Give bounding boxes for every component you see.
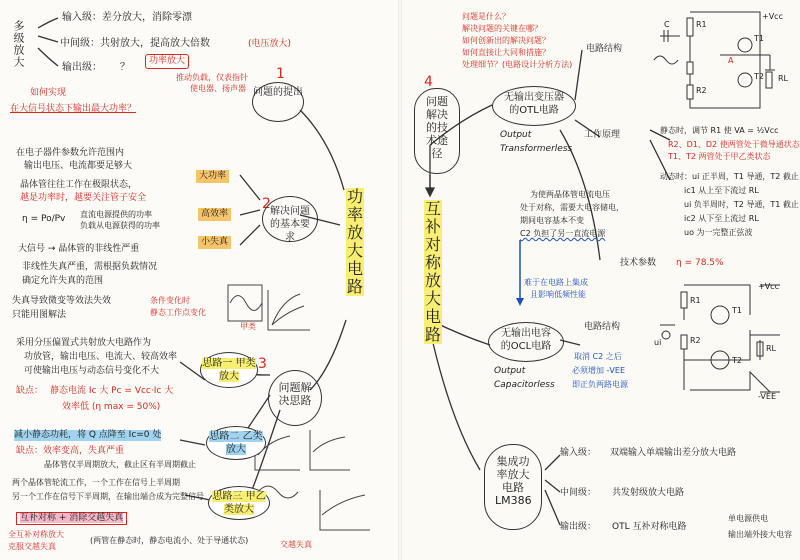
node-lm386-label: 集成功率放大电路 LM386 — [495, 455, 532, 507]
otl-tech-label: 技术参数 — [620, 258, 657, 268]
cond-note-2: 静态工作点变化 — [150, 308, 206, 317]
lm-in-label: 输入级： — [560, 448, 597, 458]
ocl-en-2: Capacitorless — [494, 380, 555, 390]
ocl-b2: 必须增加 -VEE — [572, 366, 626, 375]
otl-dyn-1: 动态时：ui 正半周，T1 导通，T2 截止 — [660, 172, 799, 181]
question-line-1: 如何实现 — [30, 88, 67, 98]
otl-dyn-3: ui 负半周时，T2 导通，T1 截止 — [684, 200, 799, 209]
blue-note-2: 且影响低频性能 — [530, 290, 586, 299]
otl-p3: T1、T2 两管处于甲乙类状态 — [668, 152, 771, 161]
lm-out-label: 输出级： — [560, 522, 597, 532]
lm-out-text: OTL 互补对称电路 — [612, 522, 687, 532]
ocl-t1: T1 — [732, 306, 742, 315]
otl-node-a: A — [728, 56, 734, 65]
cond-note-1: 条件变化时 — [150, 296, 190, 305]
node-idea-class-b — [206, 426, 266, 460]
otl-eff: η = 78.5% — [676, 258, 724, 268]
ocl-vcc: +Vcc — [758, 282, 779, 291]
ocl-en-1: Output — [494, 366, 526, 376]
otl-mid-1: 为使两晶体管电流电压 — [530, 190, 610, 199]
otl-principle-label: 工作原理 — [584, 130, 621, 140]
otl-mid-2: 处于对称，需要大电容储电， — [520, 203, 624, 212]
req-line-4: 越是功率时，越要关注管子安全 — [20, 193, 147, 203]
ocl-circuit-label: 电路结构 — [584, 322, 621, 332]
output-note-1: 推动负载，仅表指针 — [176, 73, 248, 82]
otl-mid-4: C2 负担了另一直流电源 — [520, 229, 606, 238]
middle-stage-text: 中间级：共射放大，提高放大倍数 — [60, 38, 210, 49]
question-3: 如何创新出的解决问题？ — [462, 36, 550, 45]
otl-p1: 静态时，调节 R1 使 VA = ½Vcc — [660, 126, 779, 135]
otl-dyn-5: uo 为一完整正弦波 — [684, 228, 753, 237]
lm-out-note-1: 单电源供电 — [728, 514, 768, 523]
otl-p2: R2、D1、D2 使两管处于微导通状态 — [668, 140, 800, 149]
idea2-cons-1: 缺点：效率变高，失真严重 — [16, 446, 125, 456]
node-lm386 — [484, 444, 542, 530]
node-ocl — [488, 322, 564, 362]
idea1-cons-1: 静态电流 Ic 大 Pc = Vcc·Ic 大 — [50, 386, 174, 396]
efficiency-formula: η = Po/Pv — [22, 214, 66, 224]
step-2-number: 2 — [262, 196, 271, 212]
lm-mid-text: 共发射级放大电路 — [612, 488, 685, 498]
req-line-1: 在电子器件参数允许范围内 — [16, 148, 125, 158]
idea1-cons-2: 效率低 (η max = 50%) — [62, 402, 161, 412]
low-distortion-tag: 小失真 — [198, 236, 231, 249]
middle-stage-note: (电压放大) — [248, 39, 292, 49]
ocl-b1: 取消 C2 之后 — [574, 352, 622, 361]
idea1-line-3: 可使输出电压与动态信号变化不大 — [24, 366, 160, 376]
question-2: 解决问题的关键在哪？ — [462, 24, 542, 33]
title-power-amp: 功率放大电路 — [346, 187, 363, 296]
question-1: 问题是什么？ — [462, 12, 510, 21]
node-problem-proposal — [252, 82, 304, 122]
node-idea-class-ab — [208, 486, 270, 520]
ocl-b3: 即正负两路电源 — [572, 380, 628, 389]
high-eff-tag: 高效率 — [198, 208, 231, 221]
idea2-line-1: 减小静态功耗，将 Q 点降至 Ic=0 处 — [14, 430, 162, 440]
blue-note-1: 难于在电路上集成 — [524, 278, 588, 287]
req-line-3: 晶体管往往工作在极限状态， — [20, 180, 138, 190]
dist-line-5: 只能用图解法 — [12, 310, 67, 320]
question-4: 如何直接让大同和措施？ — [462, 48, 550, 57]
otl-t2: T2 — [754, 72, 764, 81]
node-solution-ideas-label: 问题解决思路 — [278, 381, 312, 407]
node-otl-label: 无输出变压器的OTL电路 — [504, 92, 564, 116]
otl-mid-3: 期间电容基本不变 — [520, 216, 584, 225]
node-basic-requirements-label: 解决问题的基本要求 — [270, 206, 310, 243]
idea1-line-1: 采用分压偏置式共射放大电路作为 — [16, 338, 152, 348]
output-note-2: 使电器、扬声器 — [190, 84, 246, 93]
output-stage-text: 输出级： — [62, 62, 102, 73]
otl-r2: R2 — [696, 86, 707, 95]
dist-line-2: 非线性失真严重，需根据负载情况 — [22, 262, 158, 272]
node-idea-class-b-label: 思路二 乙类放大 — [209, 431, 263, 455]
req-line-2: 输出电压、电流都要足够大 — [24, 161, 133, 171]
question-line-2: 在大信号状态下输出最大功率？ — [10, 104, 137, 114]
idea3-line-2: 另一个工作在信号下半周期，在输出端合成为完整信号 — [12, 492, 204, 501]
otl-circuit-label: 电路结构 — [586, 44, 623, 54]
otl-vcc: +Vcc — [762, 12, 783, 21]
step-3-number: 3 — [258, 356, 267, 372]
otl-dyn-2: ic1 从上至下流过 RL — [684, 186, 759, 195]
dist-line-4: 失真导致微变等效法失效 — [12, 296, 112, 306]
node-idea-class-a-label: 思路一 甲类放大 — [202, 358, 256, 382]
node-ocl-label: 无输出电容的OCL电路 — [500, 328, 552, 352]
idea1-line-2: 功放管，输出电压、电流大、较高效率 — [24, 352, 178, 362]
node-tech-approach — [414, 88, 460, 174]
output-stage-box: 功率放大 — [145, 54, 189, 69]
idea3-line-1: 两个晶体管轮流工作，一个工作在信号上半周期 — [12, 478, 180, 487]
ocl-t2: T2 — [732, 356, 742, 365]
node-basic-requirements — [262, 196, 318, 242]
node-solution-ideas — [268, 370, 322, 426]
title-complementary: 互补对称放大电路 — [424, 199, 441, 344]
node-idea-class-ab-label: 思路三 甲乙类放大 — [212, 491, 266, 515]
output-stage-q: ？ — [120, 62, 130, 73]
otl-en-1: Output — [500, 130, 532, 140]
big-power-tag: 大功率 — [196, 170, 229, 183]
dist-line-3: 确定允许失真的范围 — [22, 276, 104, 286]
dist-line-1: 大信号 → 晶体管的非线性严重 — [18, 244, 140, 254]
node-tech-approach-label: 问题解决的技术途径 — [426, 95, 448, 160]
otl-dyn-4: ic2 从下至上流过 RL — [684, 214, 759, 223]
idea1-cons-label: 缺点： — [16, 386, 44, 396]
ocl-rl: RL — [766, 344, 777, 353]
ocl-vee: -VEE — [758, 392, 776, 401]
multistage-label: 多级放大 — [12, 20, 25, 68]
node-idea-class-a — [200, 352, 258, 388]
otl-t1: T1 — [754, 34, 764, 43]
otl-r1: R1 — [696, 20, 707, 29]
lm-out-note-2: 输出端外接大电容 — [728, 530, 792, 539]
lm-mid-label: 中间级： — [560, 488, 597, 498]
idea3-line-3-text: 互补对称 + 消除交越失真 — [20, 513, 124, 523]
otl-c: C — [664, 20, 670, 29]
idea3-line-4: 全互补对称放大 — [8, 530, 64, 539]
idea2-cons-2: 晶体管仅半周期放大，截止区有半周期截止 — [44, 460, 196, 469]
efficiency-note-2: 负载从电源获得的功率 — [80, 221, 160, 230]
node-problem-proposal-label: 问题的提出 — [253, 87, 303, 98]
step-1-number: 1 — [276, 66, 285, 82]
efficiency-note-1: 直流电源提供的功率 — [80, 210, 152, 219]
idea3-line-5: 克服交越失真 — [8, 542, 56, 551]
otl-en-2: Transformerless — [500, 144, 573, 154]
input-stage-text: 输入级：差分放大，消除零漂 — [62, 12, 192, 23]
step-4-number: 4 — [424, 74, 433, 90]
question-5: 处理细节？(电路设计分析方法) — [462, 60, 573, 69]
idea3-line-3 — [16, 512, 127, 525]
crossover-note: 交越失真 — [280, 540, 312, 549]
ocl-ui: ui — [654, 338, 662, 347]
lm-in-text: 双端输入单端输出差分放大电路 — [610, 448, 737, 458]
class-a-side: 甲类 — [240, 322, 256, 331]
node-otl — [492, 86, 576, 126]
ocl-r2: R2 — [690, 336, 701, 345]
otl-rl: RL — [778, 74, 789, 83]
idea3-line-6: (两管在静态时，静态电流小、处于导通状态) — [90, 536, 249, 545]
ocl-r1: R1 — [690, 296, 701, 305]
